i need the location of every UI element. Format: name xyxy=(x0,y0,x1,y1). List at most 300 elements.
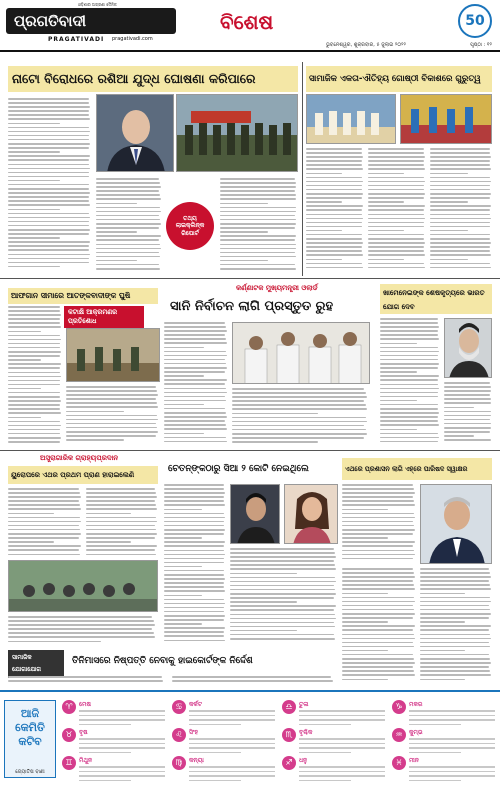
military-parade-photo xyxy=(176,94,298,172)
text-line xyxy=(306,242,363,244)
text-line xyxy=(164,521,224,523)
text-line xyxy=(420,666,489,668)
text-line xyxy=(306,250,362,252)
text-line xyxy=(8,102,89,104)
text-line xyxy=(430,234,490,236)
story-headline-nato[interactable]: ନାଟୋ ବିରୋଧରେ ରଶିଆ ଯୁଦ୍ଧ ଘୋଷଣା କରିପାରେ xyxy=(8,66,298,92)
text-line xyxy=(8,217,90,219)
text-line xyxy=(96,239,159,241)
text-line xyxy=(8,500,79,502)
text-line xyxy=(430,246,490,248)
text-line xyxy=(220,194,296,196)
text-line xyxy=(430,259,468,261)
text-line xyxy=(368,177,424,179)
text-line xyxy=(86,504,156,506)
text-line xyxy=(342,658,414,660)
text-line xyxy=(380,408,438,410)
text-line xyxy=(230,618,336,620)
story-body-nato-col3 xyxy=(220,178,298,274)
story-kicker-europe: ଅସ୍ତ୍ରାଗାରିକ ଗ୍ରାହ୍ୟପ୍ରଦାନ xyxy=(40,454,119,462)
text-line xyxy=(8,554,80,556)
text-line xyxy=(380,330,438,332)
story-label-social-media: ସାମାଜିକ ଯୋଗାଯୋଗ xyxy=(8,650,64,678)
text-line xyxy=(164,603,225,605)
story-body-khamenei-col2 xyxy=(444,382,492,446)
text-line xyxy=(420,605,489,607)
text-line xyxy=(420,576,491,578)
text-line xyxy=(230,560,334,562)
text-line xyxy=(430,164,490,166)
text-line xyxy=(380,412,439,414)
text-line xyxy=(164,484,224,486)
text-line xyxy=(164,550,224,552)
text-line xyxy=(220,215,295,217)
text-line xyxy=(342,572,414,574)
text-line xyxy=(164,545,224,547)
text-line xyxy=(8,537,79,539)
text-line xyxy=(306,238,362,240)
story-headline-administration[interactable]: ଏଥରେ ପ୍ରଶାସନ ଲାଗି ଏହ୍ରେ ପାରିଷଦ ସ୍ୱାକ୍ଷର xyxy=(342,458,492,480)
text-line xyxy=(230,638,335,640)
text-line xyxy=(420,638,491,640)
text-line xyxy=(8,347,60,349)
text-line xyxy=(430,242,491,244)
text-line xyxy=(220,252,295,254)
text-line xyxy=(220,248,296,250)
text-line xyxy=(420,613,491,615)
text-line xyxy=(8,641,101,643)
text-line xyxy=(8,376,61,378)
zodiac-sign-label: ମେଷ xyxy=(79,701,91,708)
text-line xyxy=(8,331,41,333)
text-line xyxy=(96,256,160,258)
story-headline-election[interactable]: ସାନି ନିର୍ବାଚନ ଲାଗି ପ୍ରସ୍ତୁତ ରୁହ xyxy=(164,296,372,318)
story-headline-social-unity[interactable]: ସାମାଜିକ ଏକତା-ଐତିହ୍ୟ ଗୋଷ୍ଠୀ ବିକାଶରେ ଗୁରୁତ୍ୱ xyxy=(306,66,492,92)
text-line xyxy=(232,421,367,423)
text-line xyxy=(8,624,155,626)
story-body-europe-col1 xyxy=(8,488,82,558)
zodiac-prediction-text xyxy=(79,738,165,756)
story-headline-afghan-border[interactable]: ଆଫଗାନ ସୀମାରେ ଆତଙ୍କବାଦୀଙ୍କ ଘୁଷି xyxy=(8,288,158,304)
text-line xyxy=(342,650,388,652)
text-line xyxy=(342,593,388,595)
text-line xyxy=(430,177,490,179)
text-line xyxy=(420,634,490,636)
section-rule xyxy=(0,450,500,451)
text-line xyxy=(86,508,157,510)
text-line xyxy=(96,227,159,229)
text-line xyxy=(380,416,438,418)
text-line xyxy=(368,164,424,166)
text-line xyxy=(8,541,54,543)
text-line xyxy=(220,223,296,225)
text-line xyxy=(342,666,413,668)
text-line xyxy=(342,509,388,511)
zodiac-sign-label: ଧନୁ xyxy=(299,757,308,764)
text-line xyxy=(8,123,60,125)
story-body-social-col2 xyxy=(368,148,426,274)
text-line xyxy=(444,411,491,413)
text-line xyxy=(368,193,425,195)
text-line xyxy=(342,613,415,615)
text-line xyxy=(368,254,425,256)
story-headline-europe[interactable]: ୟୁରୋପରେ ଏଥର ପ୍ରଥମ ପ୍ରାଣ ହାରାଇଲେଣି xyxy=(8,466,158,484)
masthead-tagline: ଓଡ଼ିଶାର ଅଗ୍ରଣୀ ଦୈନିକ xyxy=(78,2,117,7)
text-line xyxy=(342,504,415,506)
text-line xyxy=(230,630,297,632)
text-line xyxy=(420,584,490,586)
text-line xyxy=(342,580,413,582)
text-line xyxy=(306,193,363,195)
story-body-election-col2 xyxy=(232,388,370,446)
text-line xyxy=(164,363,226,365)
story-body-nato-col1 xyxy=(8,98,92,274)
text-line xyxy=(342,634,414,636)
text-line xyxy=(8,404,60,406)
text-line xyxy=(368,218,425,220)
text-line xyxy=(8,164,89,166)
text-line xyxy=(368,148,424,150)
text-line xyxy=(368,197,424,199)
text-line xyxy=(420,670,490,672)
text-line xyxy=(164,338,226,340)
text-line xyxy=(380,371,417,373)
text-line xyxy=(8,225,89,227)
page-number: ପୃଷ୍ଠା : ୧୨ xyxy=(470,42,492,48)
zodiac-sign-icon: ♍ xyxy=(172,756,186,770)
text-line xyxy=(342,617,413,619)
text-line xyxy=(342,558,413,560)
text-line xyxy=(164,611,224,613)
text-line xyxy=(342,654,413,656)
newspaper-logo[interactable]: ପ୍ରଗତିବାଦୀ xyxy=(6,8,176,34)
sia-photo xyxy=(284,484,338,544)
text-line xyxy=(220,227,295,229)
text-line xyxy=(8,680,163,682)
text-line xyxy=(368,214,424,216)
zodiac-sign-icon: ♑ xyxy=(392,700,406,714)
text-line xyxy=(342,576,415,578)
text-line xyxy=(66,411,124,413)
text-line xyxy=(368,242,425,244)
text-line xyxy=(164,562,224,564)
text-line xyxy=(86,488,155,490)
text-line xyxy=(164,509,202,511)
text-line xyxy=(86,541,131,543)
text-line xyxy=(96,198,161,200)
text-line xyxy=(164,631,224,633)
zodiac-sign-label: କର୍କଟ xyxy=(189,701,203,708)
text-line xyxy=(8,372,60,374)
text-line xyxy=(164,578,225,580)
text-line xyxy=(368,246,424,248)
text-line xyxy=(342,588,415,590)
text-line xyxy=(232,437,364,439)
text-line xyxy=(86,549,155,551)
text-line xyxy=(164,367,227,369)
text-line xyxy=(164,371,225,373)
text-line xyxy=(8,676,162,678)
text-line xyxy=(8,620,154,622)
text-line xyxy=(230,548,334,550)
section-rule xyxy=(0,278,500,279)
zodiac-sign-icon: ♒ xyxy=(392,728,406,742)
text-line xyxy=(232,392,366,394)
text-line xyxy=(164,586,224,588)
text-line xyxy=(430,222,490,224)
text-line xyxy=(164,619,224,621)
text-line xyxy=(430,197,490,199)
story-headline-khamenei[interactable]: ଖାମେନେଇଙ୍କ ଶେଷକୃତ୍ୟରେ ଭାରତ ଯୋଗ ଦେବ xyxy=(380,284,492,314)
text-line xyxy=(444,423,491,425)
text-line xyxy=(164,554,225,556)
text-line xyxy=(380,334,438,336)
text-line xyxy=(430,218,491,220)
text-line xyxy=(420,654,489,656)
text-line xyxy=(8,262,89,264)
text-line xyxy=(368,230,404,232)
text-line xyxy=(164,437,226,439)
text-line xyxy=(86,513,131,515)
text-line xyxy=(8,249,89,251)
text-line xyxy=(8,135,89,137)
zodiac-sign-label: ବୃଶ୍ଚିକ xyxy=(299,729,313,736)
text-line xyxy=(96,252,159,254)
text-line xyxy=(8,188,89,190)
text-line xyxy=(342,484,413,486)
zodiac-prediction-text xyxy=(79,710,165,728)
text-line xyxy=(86,554,156,556)
text-line xyxy=(8,396,60,398)
text-line xyxy=(342,568,413,570)
text-line xyxy=(342,492,415,494)
text-line xyxy=(96,190,159,192)
text-line xyxy=(66,415,157,417)
text-line xyxy=(8,363,61,365)
text-line xyxy=(164,396,225,398)
text-line xyxy=(220,207,296,209)
zodiac-sign-label: ସିଂହ xyxy=(189,729,198,736)
text-line xyxy=(380,318,438,320)
text-line xyxy=(164,566,202,568)
story-headline-chetan[interactable]: ଚେତନ୍‌ଙ୍କଠାରୁ ସିଆ ୨ କୋଟି ନେଇଥିଲେ xyxy=(164,458,338,480)
text-line xyxy=(8,147,89,149)
text-line xyxy=(164,607,224,609)
text-line xyxy=(306,263,362,265)
text-line xyxy=(420,662,491,664)
zodiac-sign-label: ତୁଳା xyxy=(299,701,309,708)
masthead xyxy=(0,0,500,52)
text-line xyxy=(164,359,225,361)
text-line xyxy=(342,584,414,586)
text-line xyxy=(430,263,490,265)
text-line xyxy=(66,386,156,388)
text-line xyxy=(8,245,89,247)
story-kicker-karnataka: କର୍ଣ୍ଣାଟକ ମୁଖ୍ୟମନ୍ତ୍ରୀ ଓଲାର୍ଡ xyxy=(236,284,318,292)
text-line xyxy=(66,435,156,437)
text-line xyxy=(96,244,160,246)
text-line xyxy=(444,394,490,396)
text-line xyxy=(306,148,362,150)
text-line xyxy=(368,185,424,187)
text-line xyxy=(230,622,334,624)
text-line xyxy=(380,326,439,328)
text-line xyxy=(420,617,489,619)
text-line xyxy=(164,599,224,601)
text-line xyxy=(8,425,61,427)
text-line xyxy=(306,177,362,179)
zodiac-sign-icon: ♌ xyxy=(172,728,186,742)
text-line xyxy=(230,601,297,603)
text-line xyxy=(164,558,224,560)
event-stage-photo-1 xyxy=(306,94,396,144)
text-line xyxy=(8,114,89,116)
text-line xyxy=(380,388,439,390)
text-line xyxy=(8,616,152,618)
text-line xyxy=(380,424,439,426)
text-line xyxy=(430,168,491,170)
text-line xyxy=(306,222,362,224)
text-line xyxy=(368,234,424,236)
story-body-admin-col3 xyxy=(420,568,492,686)
text-line xyxy=(8,196,89,198)
text-line xyxy=(342,545,413,547)
story-body-europe-col2 xyxy=(86,488,158,558)
text-line xyxy=(8,488,79,490)
text-line xyxy=(164,420,225,422)
text-line xyxy=(8,155,90,157)
text-line xyxy=(430,209,490,211)
text-line xyxy=(220,190,295,192)
zodiac-prediction-text xyxy=(79,766,165,784)
text-line xyxy=(430,226,490,228)
afghan-troops-photo xyxy=(66,328,160,382)
text-line xyxy=(96,178,159,180)
horoscope-title-box xyxy=(4,700,56,778)
text-line xyxy=(342,541,415,543)
text-line xyxy=(220,203,268,205)
text-line xyxy=(368,267,425,269)
text-line xyxy=(232,408,367,410)
text-line xyxy=(430,214,490,216)
text-line xyxy=(230,573,297,575)
text-line xyxy=(8,492,80,494)
text-line xyxy=(164,408,225,410)
zodiac-prediction-text xyxy=(189,710,275,728)
text-line xyxy=(232,429,366,431)
text-line xyxy=(96,211,161,213)
text-line xyxy=(420,597,490,599)
text-line xyxy=(430,193,491,195)
story-headline-high-court[interactable]: ତିନିମାସରେ ନିଷ୍ପତ୍ତି ନେବାକୁ ହାଇକୋର୍ଟଙ୍କ ନିର୍ଦ୍ଦେଶ xyxy=(68,650,338,672)
text-line xyxy=(8,229,90,231)
text-line xyxy=(230,585,334,587)
text-line xyxy=(164,615,225,617)
text-line xyxy=(306,185,362,187)
text-line xyxy=(368,222,424,224)
text-line xyxy=(8,180,60,182)
text-line xyxy=(8,421,60,423)
text-line xyxy=(164,351,226,353)
text-line xyxy=(444,402,491,404)
text-line xyxy=(220,231,268,233)
text-line xyxy=(230,589,335,591)
text-line xyxy=(232,400,364,402)
zodiac-sign-icon: ♏ xyxy=(282,728,296,742)
text-line xyxy=(8,258,89,260)
story-body-afghan-col1 xyxy=(8,306,62,446)
text-line xyxy=(96,219,160,221)
text-line xyxy=(164,342,227,344)
text-line xyxy=(8,529,80,531)
text-line xyxy=(380,392,438,394)
zodiac-prediction-text xyxy=(409,766,495,784)
text-line xyxy=(420,629,489,631)
text-line xyxy=(8,172,89,174)
text-line xyxy=(164,383,225,385)
text-line xyxy=(232,404,366,406)
text-line xyxy=(380,384,438,386)
text-line xyxy=(368,201,404,203)
text-line xyxy=(230,609,334,611)
dateline: ଭୁବନେଶ୍ୱର, ଶୁକ୍ରବାର, ୫ ଜୁଲାଇ ୨୦୨୨ xyxy=(326,42,406,48)
text-line xyxy=(444,435,474,437)
text-line xyxy=(164,574,224,576)
text-line xyxy=(342,629,413,631)
text-line xyxy=(86,517,156,519)
website-url[interactable]: pragativadi.com xyxy=(112,36,153,42)
text-line xyxy=(8,384,60,386)
text-line xyxy=(164,500,224,502)
text-line xyxy=(342,642,413,644)
text-line xyxy=(66,423,156,425)
text-line xyxy=(8,143,90,145)
zodiac-sign-icon: ♉ xyxy=(62,728,76,742)
text-line xyxy=(220,264,295,266)
text-line xyxy=(164,533,224,535)
text-line xyxy=(430,181,491,183)
text-line xyxy=(342,674,415,676)
text-line xyxy=(342,554,415,556)
text-line xyxy=(164,496,224,498)
text-line xyxy=(8,127,89,129)
story-label-retaliation: କଟାକ୍ଷି ଆକ୍ରମଣର ପ୍ରତିଶୋଧ xyxy=(64,306,144,328)
text-line xyxy=(8,441,60,443)
story-body-court-col2 xyxy=(172,676,338,688)
text-line xyxy=(420,568,489,570)
report-circle-badge: ତଥ୍ୟ ଲାଇକ୍ଲିନ୍କ ରିପୋର୍ଟ xyxy=(166,202,214,250)
horoscope-title: ଆଜି କେମିତି କଟିବ xyxy=(15,707,45,748)
text-line xyxy=(380,338,439,340)
text-line xyxy=(164,627,225,629)
text-line xyxy=(430,152,490,154)
text-line xyxy=(164,326,226,328)
text-line xyxy=(66,427,157,429)
text-line xyxy=(444,415,491,417)
putin-photo xyxy=(96,94,174,172)
text-line xyxy=(8,184,89,186)
text-line xyxy=(8,233,89,235)
text-line xyxy=(230,552,335,554)
text-line xyxy=(96,182,160,184)
text-line xyxy=(66,398,156,400)
text-line xyxy=(66,390,157,392)
text-line xyxy=(420,625,491,627)
column-rule xyxy=(302,62,303,276)
text-line xyxy=(66,406,158,408)
text-line xyxy=(8,343,60,345)
text-line xyxy=(164,492,225,494)
